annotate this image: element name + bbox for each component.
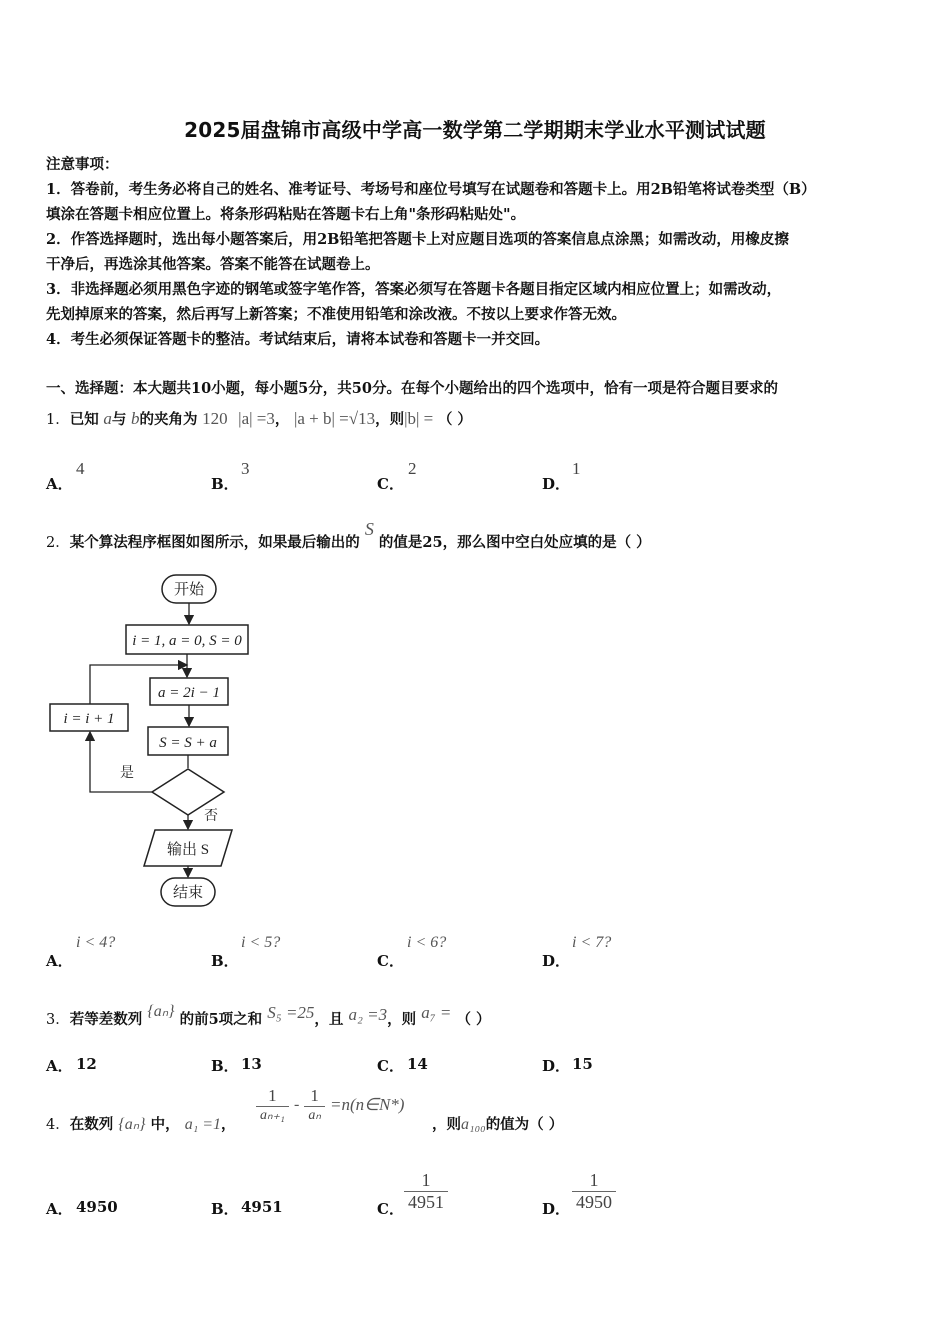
sequence-an: {aₙ} — [118, 1116, 146, 1133]
q1-text: （ ） — [437, 411, 472, 428]
init-label: i = 1, a = 0, S = 0 — [132, 633, 242, 649]
fraction-denominator: aₙ — [304, 1106, 325, 1124]
step-s-label: S = S + a — [159, 735, 217, 751]
var-s: S — [364, 519, 374, 539]
notice-line: 1．答卷前，考生务必将自己的姓名、准考证号、考场号和座位号填写在试题卷和答题卡上。用2B铅笔将试卷类型（B） — [46, 181, 816, 198]
angle-value: 120 — [202, 409, 228, 428]
option-label: D． — [542, 952, 571, 970]
q2-text: 的值是25，那么图中空白处应填的是（ ） — [378, 534, 651, 551]
notice-line: 2．作答选择题时，选出每小题答案后，用2B铅笔把答题卡上对应题目选项的答案信息点涂黑；如需改动，用橡皮擦 — [46, 231, 789, 248]
start-label: 开始 — [173, 582, 205, 598]
increment-label: i = i + 1 — [63, 711, 115, 727]
option-value: 1 — [572, 459, 581, 478]
q2-text: 某个算法程序框图如图所示，如果最后输出的 — [69, 534, 360, 551]
option-label: A． — [46, 1200, 73, 1218]
fraction-numerator: 1 — [310, 1086, 319, 1105]
option-label: D． — [542, 475, 571, 493]
q3-text: （ ） — [456, 1011, 491, 1028]
option-label: D． — [542, 1200, 571, 1218]
step-a-label: a = 2i − 1 — [158, 685, 220, 701]
q1-text: 已知 — [69, 411, 99, 428]
section-heading: 一、选择题：本大题共10小题，每小题5分，共50分。在每个小题给出的四个选项中，恰有一项是符合题目要求的 — [46, 380, 778, 397]
vector-a: a — [103, 409, 112, 428]
option-value: 4950 — [76, 1198, 118, 1216]
option-label: A． — [46, 1057, 73, 1075]
option-value: 3 — [241, 459, 250, 478]
s5-expr: S₅ =25 — [267, 1003, 315, 1022]
end-label: 结束 — [172, 885, 204, 901]
flowchart — [40, 570, 270, 915]
fraction-numerator: 1 — [268, 1086, 277, 1105]
fraction-1 — [256, 1086, 289, 1124]
option-value: 15 — [572, 1055, 593, 1073]
notice-line: 3．非选择题必须用黑色字迹的钢笔或签字笔作答，答案必须写在答题卡各题目指定区域内相应位置上；如需改动， — [46, 281, 782, 298]
option-label: B． — [211, 475, 239, 493]
fraction-numerator: 1 — [421, 1170, 431, 1190]
option-value: i < 4? — [76, 934, 116, 951]
q3-text: ，且 — [314, 1011, 344, 1028]
option-fraction — [572, 1170, 616, 1213]
q1-text: 与 — [111, 411, 127, 428]
q4-text: 的值为（ ） — [485, 1116, 564, 1133]
no-label: 否 — [204, 809, 218, 824]
option-value: i < 5? — [241, 934, 281, 951]
output-label: 输出 S — [166, 842, 210, 858]
question-2 — [46, 519, 651, 552]
option-label: C． — [377, 1057, 404, 1075]
question-3 — [46, 1003, 491, 1029]
notice-line: 4．考生必须保证答题卡的整洁。考试结束后，请将本试卷和答题卡一并交回。 — [46, 331, 550, 348]
option-label: C． — [377, 1200, 404, 1218]
q4-text: ，则 — [432, 1116, 461, 1133]
question-1: 1．已知 a与 b的夹角为 120 |a| =3， |a + b| =√13，则|b| = （ ） — [46, 409, 472, 428]
fraction-denominator: 4950 — [572, 1191, 616, 1213]
q1-text: ，则 — [375, 411, 405, 428]
page-title: 2025届盘锦市高级中学高一数学第二学期期末学业水平测试试题 — [184, 118, 766, 142]
option-label: C． — [377, 475, 404, 493]
option-value: 13 — [241, 1055, 262, 1073]
question-number: 1． — [46, 412, 70, 428]
option-label: B． — [211, 952, 239, 970]
option-value: i < 6? — [407, 934, 447, 951]
fraction-2 — [304, 1086, 325, 1124]
question-number: 3． — [46, 1012, 70, 1028]
option-value: 14 — [407, 1055, 428, 1073]
option-label: D． — [542, 1057, 571, 1075]
sequence-an: {aₙ} — [147, 1003, 175, 1020]
yes-label: 是 — [120, 766, 134, 781]
option-value: 2 — [408, 459, 417, 478]
fraction-denominator: 4951 — [404, 1191, 448, 1213]
a7-expr: a₇ = — [421, 1003, 452, 1022]
option-value: 4951 — [241, 1198, 283, 1216]
notice-line: 先划掉原来的答案，然后再写上新答案；不准使用铅笔和涂改液。不按以上要求作答无效。 — [46, 306, 626, 323]
q3-text: ，则 — [387, 1011, 417, 1028]
notice-line: 干净后，再选涂其他答案。答案不能答在试题卷上。 — [46, 256, 380, 273]
recurrence-expr — [256, 1086, 404, 1124]
option-label: B． — [211, 1057, 239, 1075]
question-number: 4． — [46, 1117, 70, 1133]
q4-text: 在数列 — [69, 1116, 114, 1133]
a1-expr: a₁ =1 — [184, 1116, 222, 1133]
abs-a: |a| =3 — [238, 409, 275, 428]
q1-text: 的夹角为 — [139, 411, 198, 428]
option-label: A． — [46, 952, 73, 970]
q3-text: 的前5项之和 — [179, 1011, 263, 1028]
a100-expr: a₁₀₀ — [461, 1116, 486, 1133]
q4-text: ， — [221, 1116, 236, 1133]
question-4-lead — [46, 1113, 236, 1134]
fraction-denominator: aₙ₊₁ — [256, 1106, 289, 1124]
option-label: B． — [211, 1200, 239, 1218]
abs-a-plus-b: |a + b| =√13 — [293, 409, 376, 428]
option-value: i < 7? — [572, 934, 612, 951]
vector-b: b — [130, 409, 140, 428]
a2-expr: a₂ =3 — [348, 1005, 388, 1024]
fraction-numerator: 1 — [589, 1170, 599, 1190]
notice-line: 填涂在答题卡相应位置上。将条形码粘贴在答题卡右上角"条形码粘贴处"。 — [46, 206, 526, 223]
abs-b: |b| = — [404, 409, 434, 428]
option-fraction — [404, 1170, 448, 1213]
option-value: 12 — [76, 1055, 97, 1073]
recurrence-rhs: =n(n∈N*) — [330, 1095, 405, 1114]
option-label: C． — [377, 952, 404, 970]
question-4-tail — [432, 1113, 563, 1134]
option-label: A． — [46, 475, 73, 493]
notice-heading: 注意事项： — [46, 156, 119, 173]
q4-text: 中， — [150, 1116, 180, 1133]
q3-text: 若等差数列 — [69, 1011, 143, 1028]
option-value: 4 — [76, 459, 85, 478]
minus-sign: - — [293, 1096, 300, 1113]
question-number: 2． — [46, 535, 70, 551]
